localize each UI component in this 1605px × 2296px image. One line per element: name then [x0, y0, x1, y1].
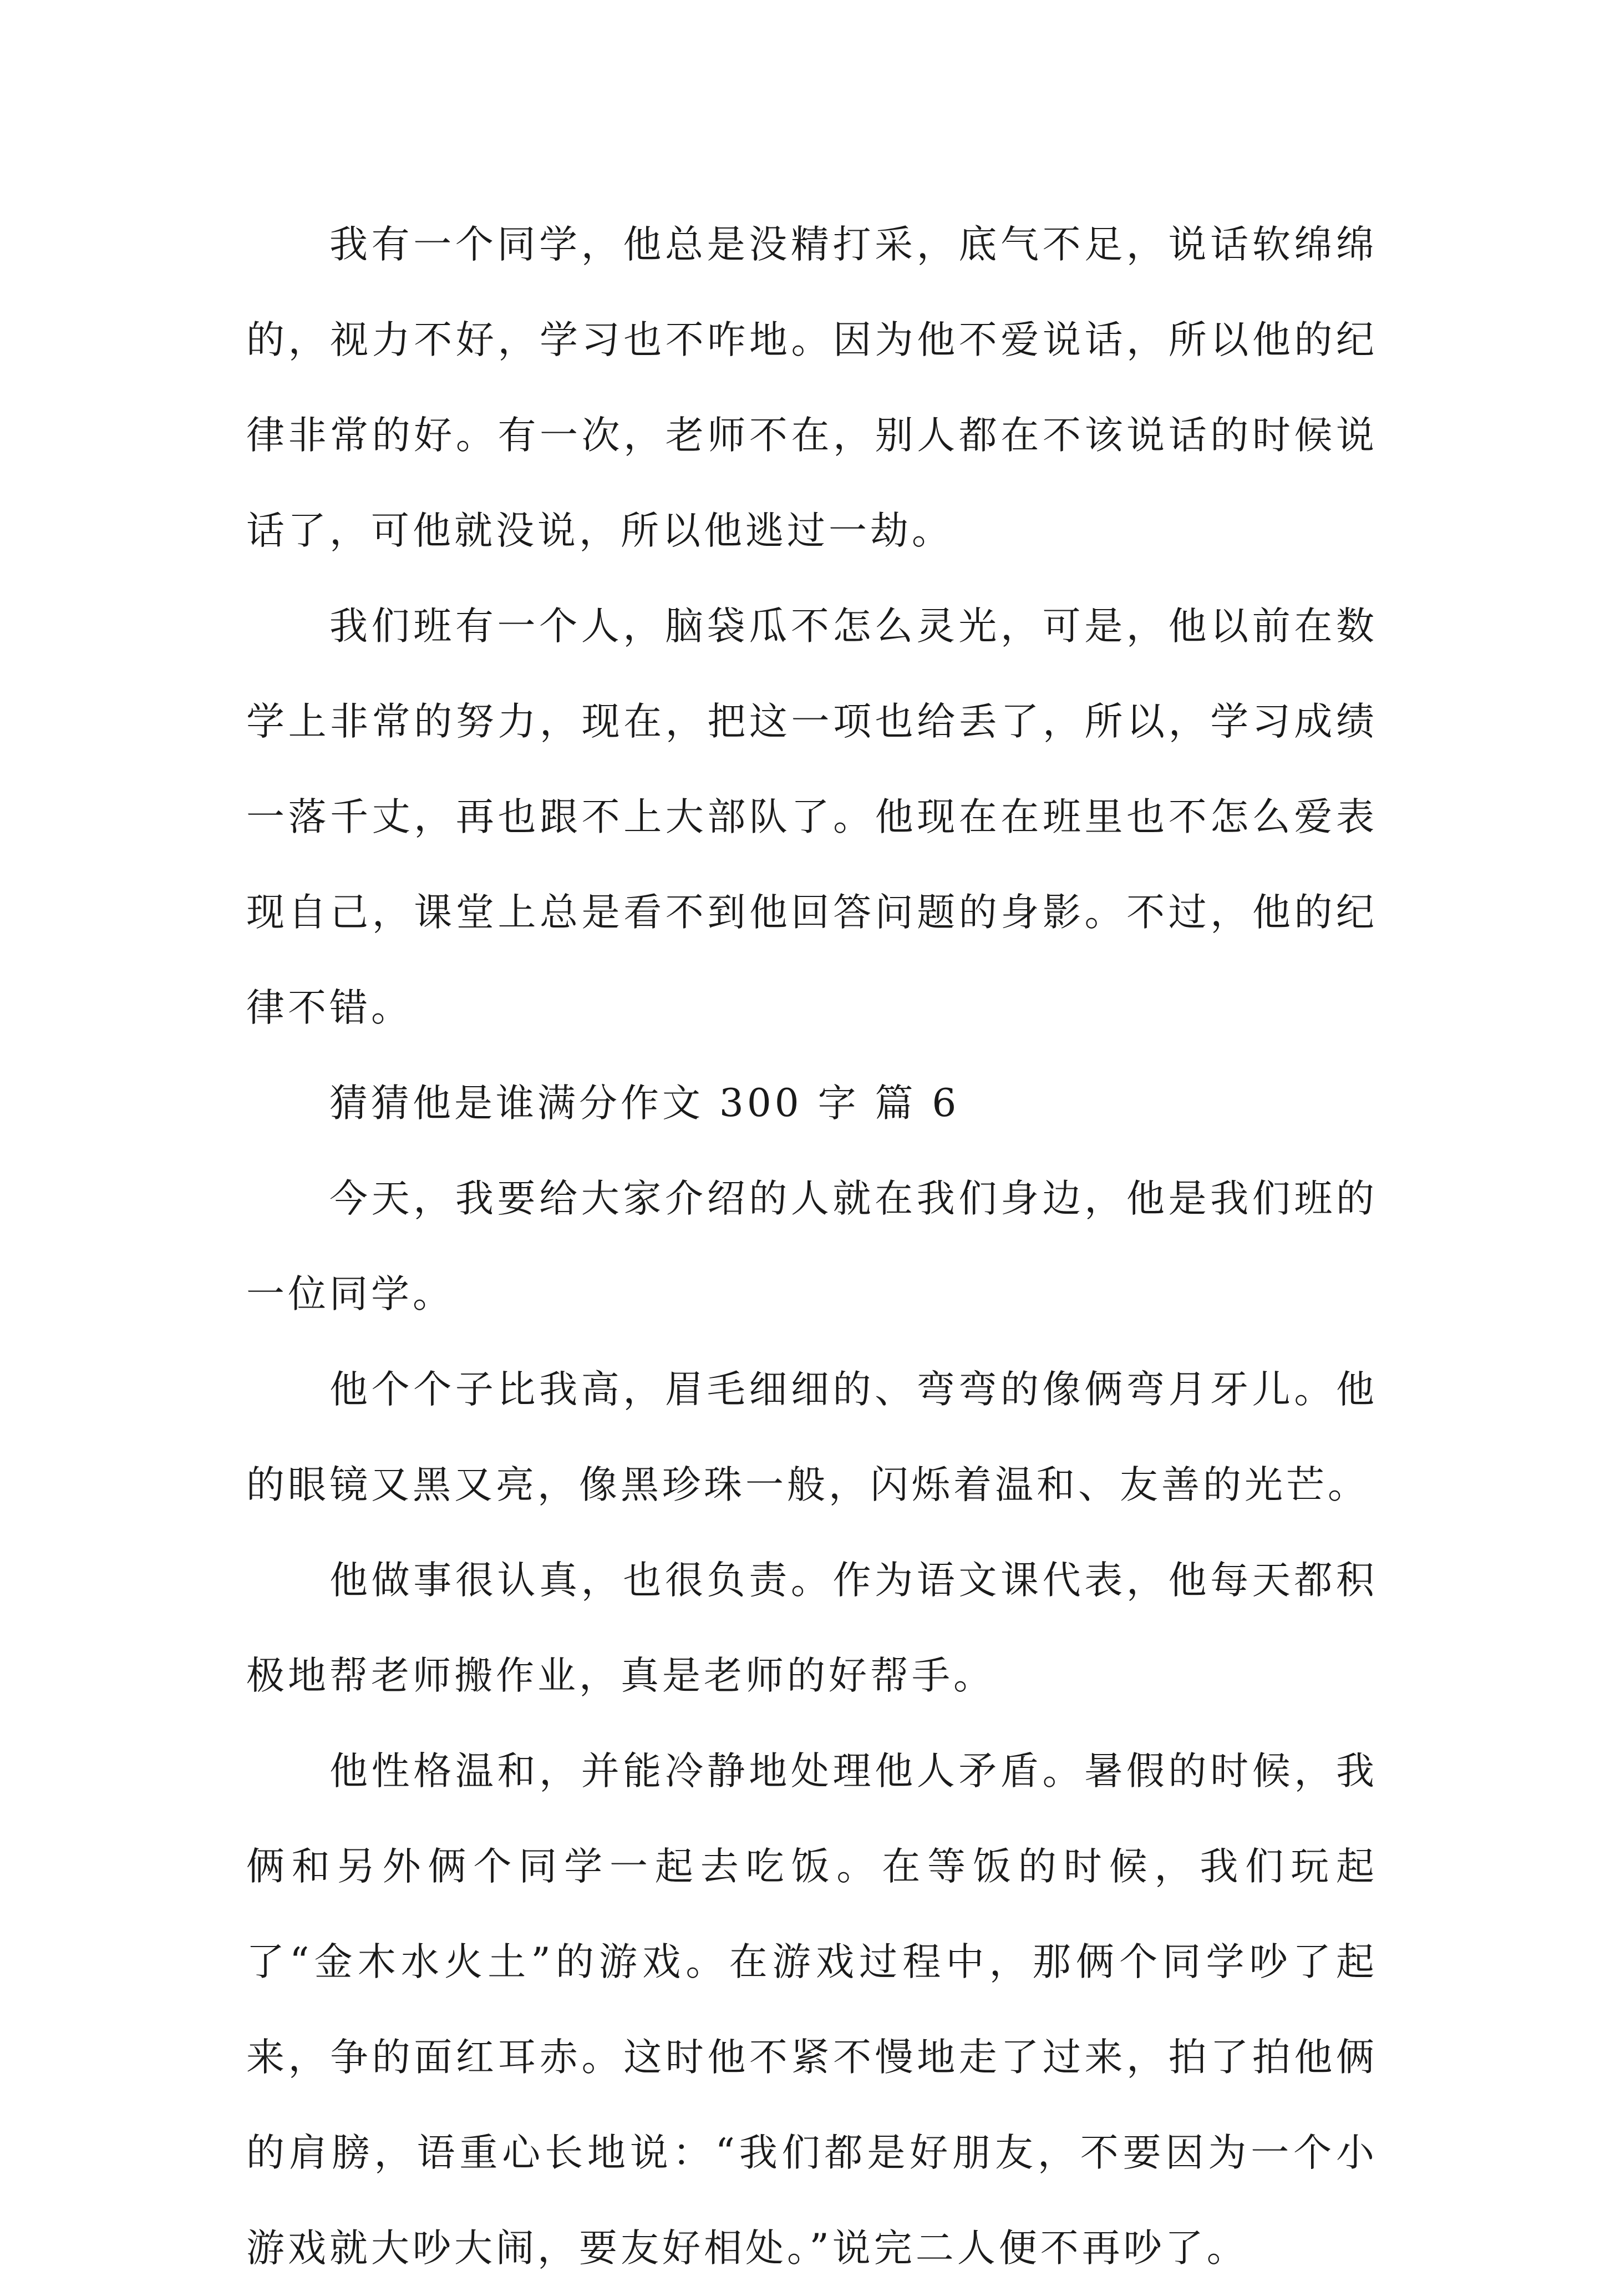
- paragraph-temperament: 他性格温和，并能冷静地处理他人矛盾。暑假的时候，我俩和另外俩个同学一起去吃饭。在等饭的时候，我们玩起了“金木水火土”的游戏。在游戏过程中，那俩个同学吵了起来，争的面红耳赤。这时他不紧不慢地走了过来，拍了拍他俩的肩膀，语重心长地说：“我们都是好朋友，不要因为一个小游戏就大吵大闹，要友好相处。”说完二人便不再吵了。: [246, 1749, 1378, 2270]
- paragraph-responsibility: 他做事很认真，也很负责。作为语文课代表，他每天都积极地帮老师搬作业，真是老师的好帮手。: [246, 1558, 1378, 1698]
- document-body: [246, 197, 1378, 2296]
- paragraph-classmate-2: 我们班有一个人，脑袋瓜不怎么灵光，可是，他以前在数学上非常的努力，现在，把这一项也给丢了，所以，学习成绩一落千丈，再也跟不上大部队了。他现在在班里也不怎么爱表现自己，课堂上总是看不到他回答问题的身影。不过，他的纪律不错。: [246, 604, 1378, 1030]
- paragraph-appearance: 他个个子比我高，眉毛细细的、弯弯的像俩弯月牙儿。他的眼镜又黑又亮，像黑珍珠一般，闪烁着温和、友善的光芒。: [246, 1367, 1378, 1507]
- paragraph-classmate-1: 我有一个同学，他总是没精打采，底气不足，说话软绵绵的，视力不好，学习也不咋地。因为他不爱说话，所以他的纪律非常的好。有一次，老师不在，别人都在不该说话的时候说话了，可他就没说，所以他逃过一劫。: [246, 222, 1378, 553]
- section-title: 猜猜他是谁满分作文 300 字 篇 6: [329, 1081, 960, 1126]
- paragraph-intro: 今天，我要给大家介绍的人就在我们身边，他是我们班的一位同学。: [246, 1177, 1378, 1316]
